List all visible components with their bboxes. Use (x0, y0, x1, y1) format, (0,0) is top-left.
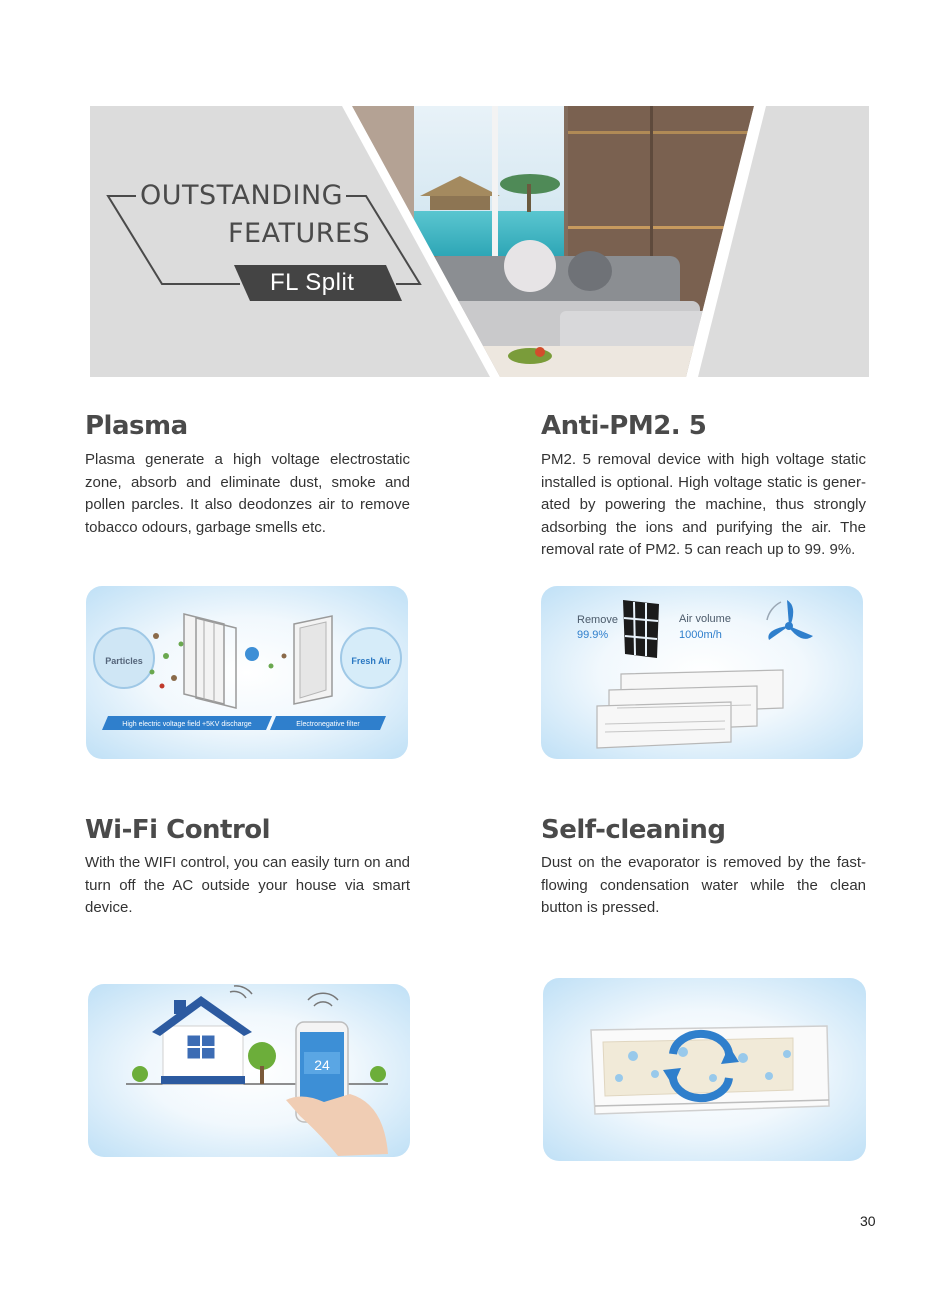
feature-desc-plasma: Plasma generate a high voltage electrostatic zone, absorb and eliminate dust, smoke and pollen parcles. It also deodonzes air to remove tobacco odours, garbage smells etc. (85, 451, 410, 536)
phone-temperature: 24 (314, 1057, 330, 1073)
wifi-graphic (88, 984, 410, 1157)
filter-bar-label: Electronegative filter (296, 721, 360, 728)
page-number: 30 (860, 1213, 876, 1229)
air-volume-label: Air volume (679, 613, 731, 625)
air-volume-value: 1000m/h (679, 629, 722, 641)
feature-title-wifi: Wi-Fi Control (85, 815, 271, 845)
self-cleaning-graphic (543, 978, 866, 1161)
remove-label: Remove (577, 614, 618, 626)
banner-title-line1: OUTSTANDING (140, 180, 344, 211)
wifi-illustration (88, 984, 410, 1157)
remove-value: 99.9% (577, 629, 609, 641)
plasma-graphic (86, 586, 408, 759)
fresh-air-label: Fresh Air (351, 656, 391, 666)
feature-title-anti-pm25: Anti-PM2. 5 (541, 411, 707, 441)
voltage-bar-label: High electric voltage field +5KV discharge (122, 721, 252, 728)
particles-label: Particles (105, 656, 143, 666)
feature-title-self-cleaning: Self-cleaning (541, 815, 726, 845)
feature-title-plasma: Plasma (85, 411, 188, 441)
banner-title-line2: FEATURES (228, 218, 371, 249)
feature-desc-anti-pm25: PM2. 5 removal device with high voltage static installed is optional. High voltage static is gener-ated by powering the machine, thus strongly adsorbing the ions and purifying the air. The removal rate of PM2. 5 can reach up to 99. 9%. (541, 451, 866, 558)
feature-desc-self-cleaning: Dust on the evaporator is removed by the fast-flowing condensation water while the clean button is pressed. (541, 854, 866, 916)
anti-pm25-graphic (541, 586, 863, 759)
anti-pm25-illustration (541, 586, 863, 759)
plasma-illustration (86, 586, 408, 759)
feature-desc-wifi: With the WIFI control, you can easily turn on and turn off the AC outside your house via smart device. (85, 854, 410, 916)
banner-subtitle: FL Split (270, 269, 355, 296)
banner-graphic (90, 106, 869, 377)
self-cleaning-illustration (543, 978, 866, 1161)
feature-banner (90, 106, 869, 377)
